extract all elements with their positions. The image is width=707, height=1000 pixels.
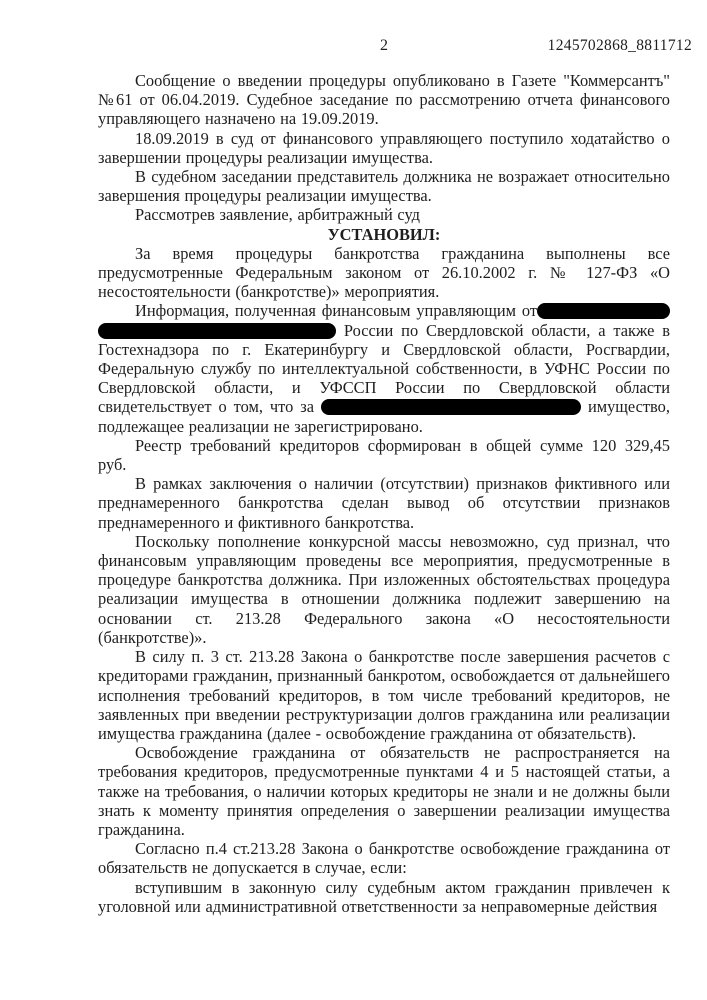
text-run: Согласно п.4 ст.213.28 Закона о банкротстве освобождение гражданина от обязательств не допускается в случае, если: [98, 839, 670, 878]
paragraph [98, 244, 670, 302]
text-run: Информация, полученная финансовым управляющим от [135, 301, 537, 321]
text-run: Реестр требований кредиторов сформирован в общей сумме 120 329,45 руб. [98, 435, 670, 475]
paragraph [98, 647, 670, 743]
document-body [98, 71, 670, 916]
paragraph [98, 839, 670, 877]
redaction-bar [98, 323, 336, 339]
paragraph [98, 436, 670, 474]
text-run: Сообщение о введении процедуры опубликовано в Газете "Коммерсантъ" №61 от 06.04.2019. Судебное заседание по рассмотрению отчета финансового управляющего назначено на 19.09.2019. [98, 71, 670, 129]
text-run: В силу п. 3 ст. 213.28 Закона о банкротстве после завершения расчетов с кредиторами гражданин, признанный банкротом, освобождается от дальнейшего исполнения требований кредиторов, в том числе требований кредиторов, не заявленных при введении реструктуризации долгов гражданина или реализации имущества гражданина (далее - освобождение гражданина от обязательств). [98, 647, 670, 743]
paragraph [98, 532, 670, 647]
text-run: УСТАНОВИЛ: [327, 224, 441, 244]
text-run: вступившим в законную силу судебным актом гражданин привлечен к уголовной или административной ответственности за неправомерные действия [98, 877, 670, 916]
text-run: Поскольку пополнение конкурсной массы невозможно, суд признал, что финансовым управляющим проведены все мероприятия, предусмотренные в процедуре банкротства должника. При изложенных обстоятельствах процедура реализации имущества в отношении должника подлежит завершению на основании ст. 213.28 Федерального закона «О несостоятельности (банкротстве)». [98, 531, 670, 647]
text-run: России по Свердловской области, а также в Гостехнадзора по г. Екатеринбургу и Свердловской области, Росгвардии, Федеральную службу по интеллектуальной собственности, в УФНС России по Свердловской области, и УФССП России по Свердловской области свидетельствует о том, что за [98, 320, 670, 417]
text-run: В рамках заключения о наличии (отсутствии) признаков фиктивного или преднамеренного банкротства сделан вывод об отсутствии признаков преднамеренного и фиктивного банкротства. [98, 474, 670, 532]
paragraph [98, 71, 670, 129]
redaction-bar [321, 399, 581, 415]
redaction-bar [537, 303, 670, 319]
paragraph [98, 167, 670, 205]
paragraph [98, 474, 670, 532]
paragraph [98, 878, 670, 916]
text-run: В судебном заседании представитель должника не возражает относительно завершения процедуры реализации имущества. [98, 167, 670, 206]
paragraph [98, 205, 670, 224]
page-number: 2 [380, 37, 388, 54]
text-run: Освобождение гражданина от обязательств не распространяется на требования кредиторов, предусмотренные пунктами 4 и 5 настоящей статьи, а также на требования, о наличии которых кредиторы не знали и не должны были знать к моменту принятия определения о завершении реализации имущества гражданина. [98, 743, 670, 839]
paragraph [98, 743, 670, 839]
document-id: 1245702868_8811712 [547, 37, 692, 54]
paragraph [98, 129, 670, 167]
text-run: имущество, подлежащее реализации не зарегистрировано. [98, 397, 670, 436]
paragraph [98, 301, 670, 435]
text-run: За время процедуры банкротства гражданина выполнены все предусмотренные Федеральным законом от 26.10.2002 г. № 127-ФЗ «О несостоятельности (банкротстве)» мероприятия. [98, 243, 670, 302]
section-heading [98, 225, 670, 244]
text-run: 18.09.2019 в суд от финансового управляющего поступило ходатайство о завершении процедуры реализации имущества. [98, 128, 670, 167]
text-run: Рассмотрев заявление, арбитражный суд [135, 205, 420, 225]
